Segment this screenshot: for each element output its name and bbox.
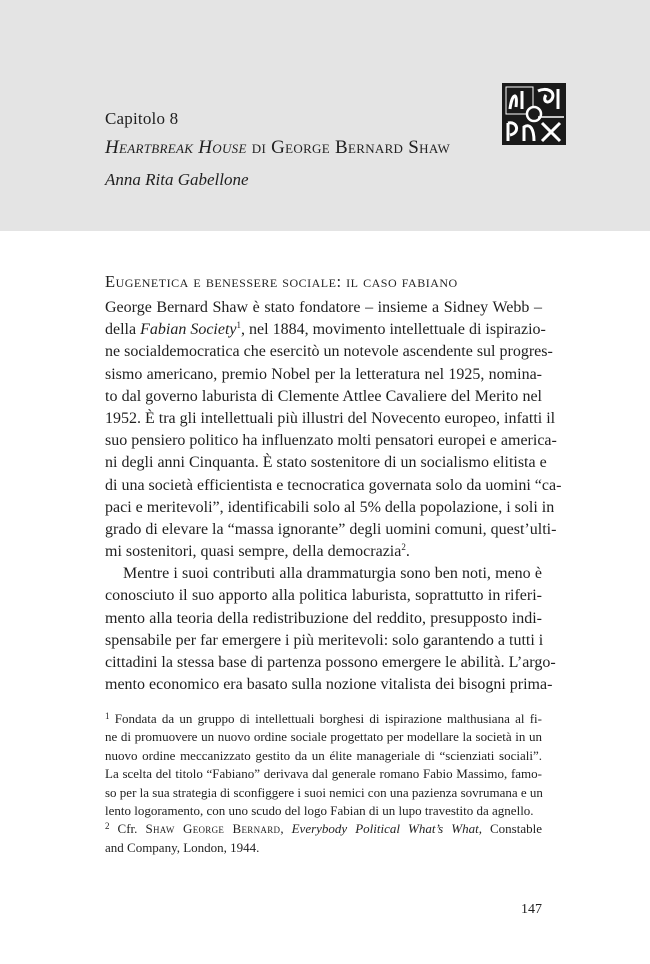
chapter-title-play: Heartbreak House: [105, 137, 247, 158]
footnote-2-mark: 2: [105, 821, 110, 832]
chapter-author: Anna Rita Gabellone: [105, 170, 249, 189]
footnote-1-line: so per la sua strategia di sconfiggere i suoi nemici con una pazienza sovrumana e un: [105, 784, 543, 800]
body-line: paci e meritevoli”, identificabili solo al 5% della popolazione, i soli in: [105, 498, 555, 516]
body-line: George Bernard Shaw è stato fondatore – insieme a Sidney Webb –: [105, 299, 542, 316]
body-line: ni degli anni Cinquanta. È stato sostenitore di un socialismo elitista e: [105, 454, 547, 472]
footnote-text: Constable: [481, 821, 542, 837]
body-line: cittadini la stessa base di partenza possono emergere le abilità. L’argo-: [105, 654, 556, 671]
body-line: di una società efficientista e tecnocratica governata solo da uomini “ca-: [105, 476, 562, 494]
footnote-2-title: Everybody Political What’s What,: [291, 821, 482, 837]
chapter-title-author-part: di George Bernard Shaw: [246, 137, 451, 158]
body-line: ne socialdemocratica che esercitò un notevole ascendente sul progres-: [105, 343, 553, 361]
footnote-2-line: and Company, London, 1944.: [105, 839, 260, 855]
footnote-1-line: [105, 710, 542, 728]
footnote-2-line: [105, 820, 542, 838]
body-line-text: della: [105, 321, 141, 339]
footnote-1-mark: 1: [105, 711, 110, 721]
body-line-text: mi sostenitori, quasi sempre, della democrazia: [105, 543, 402, 561]
body-line-text: .: [405, 543, 410, 561]
footnote-1-line: La scelta del titolo “Fabiano” derivava dal generale romano Fabio Massimo, famo-: [105, 766, 542, 782]
body-line: Mentre i suoi contributi alla drammaturgia sono ben noti, meno è: [123, 565, 542, 583]
body-line: [105, 319, 546, 341]
footnote-1-line: lento logoramento, con uno scudo del logo Fabian di un lupo travestito da agnello.: [105, 802, 534, 818]
footnote-1-line: nuovo ordine meccanizzato gestito da un élite manageriale di “scienziati sociali”.: [105, 747, 542, 763]
body-line: to dal governo laburista di Clemente Attlee Cavaliere del Merito nel: [105, 387, 542, 405]
chapter-title: [105, 137, 450, 159]
chapter-label: Capitolo 8: [105, 109, 179, 128]
body-line: mento economico era basato sulla nozione vitalista dei bisogni prima-: [105, 676, 553, 694]
fabian-society-term: Fabian Society: [140, 321, 237, 339]
body-line: conosciuto il suo apporto alla politica laburista, soprattutto in riferi-: [105, 587, 542, 605]
footnote-text: Fondata da un gruppo di intellettuali borghesi di ispirazione malthusiana al fi-: [109, 711, 542, 726]
page-number: 147: [521, 902, 542, 917]
press-logo-icon: [502, 83, 566, 145]
body-line: 1952. È tra gli intellettuali più illustri del Novecento europeo, infatti il: [105, 409, 556, 427]
footnote-text: ,: [280, 821, 292, 837]
footnote-ref-1[interactable]: 1: [236, 320, 242, 331]
chapter-header-band: [0, 0, 650, 231]
footnote-1-line: ne di promuovere un nuovo ordine sociale progettato per modellare la società in un: [105, 729, 542, 745]
footnotes: [105, 710, 542, 857]
body-line: sismo americano, premio Nobel per la letteratura nel 1925, nomina-: [105, 365, 542, 383]
body-line: spensabile per far emergere i più meritevoli: solo garantendo a tutti i: [105, 631, 544, 649]
body-line: suo pensiero politico ha influenzato molti pensatori europei e america-: [105, 432, 557, 450]
section-heading: Eugenetica e benessere sociale: il caso fabiano: [105, 272, 458, 291]
body-line-text: , nel 1884, movimento intellettuale di ispirazio-: [241, 321, 546, 339]
footnote-2-author: Shaw George Bernard: [145, 821, 281, 837]
body-line: grado di elevare la “massa ignorante” degli uomini comuni, quest’ulti-: [105, 520, 557, 538]
body-text: [105, 297, 562, 696]
body-line: [105, 541, 542, 563]
footnote-ref-2[interactable]: 2: [401, 542, 406, 553]
body-line: mento alla teoria della redistribuzione del reddito, presupposto indi-: [105, 609, 542, 627]
footnote-text: Cfr.: [109, 821, 146, 837]
